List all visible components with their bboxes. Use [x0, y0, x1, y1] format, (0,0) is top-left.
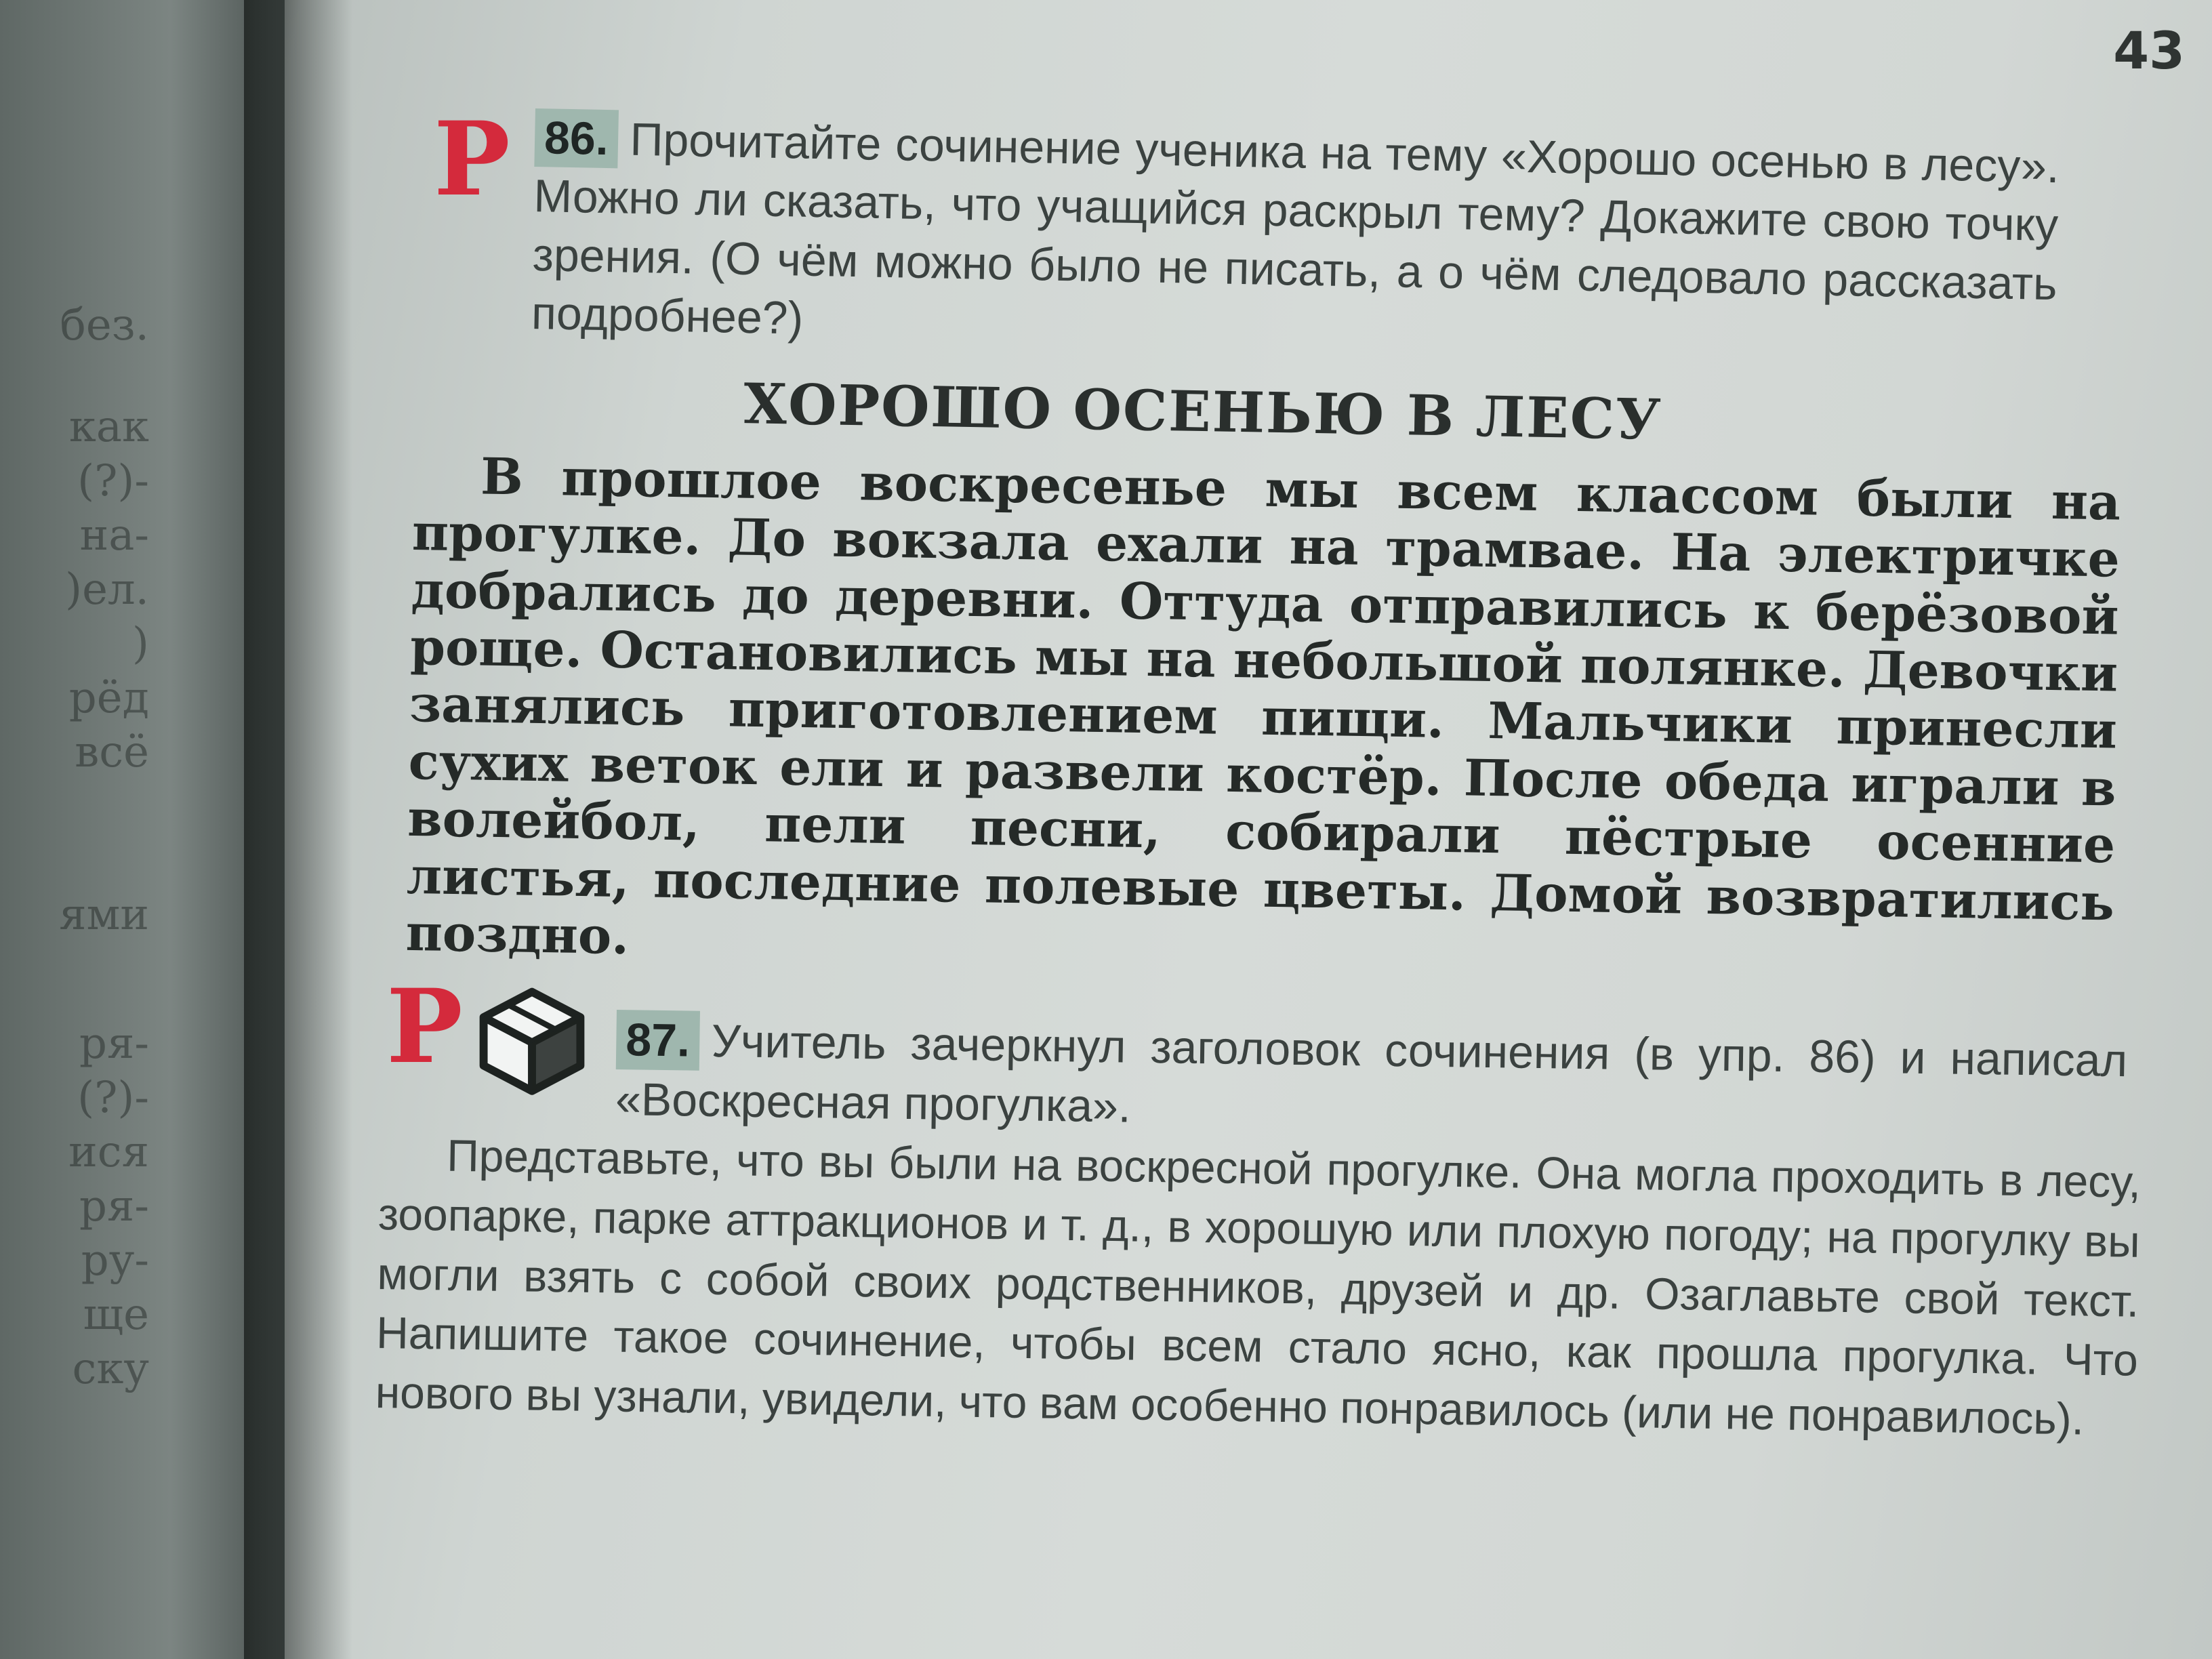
exercise-87-text: Учитель зачеркнул заголовок сочинения (в упр. 86) и написал «Воскресная прогулка».	[615, 1015, 2128, 1132]
left-page-edge	[0, 0, 285, 1659]
left-fragment: ря-	[79, 1019, 149, 1069]
left-fragment: )ел.	[65, 565, 149, 615]
left-fragment: ще	[83, 1290, 149, 1340]
exercise-87-instructions: Представьте, что вы были на воскресной прогулке. Она могла проходить в лесу, зоопарке, парке аттракционов и т. д., в хорошую или плохую погоду; на прогулку вы могли взять с собой своих родственников, друзей и др. Озаглавьте свой текст. Напишите такое сочинение, чтобы всем стало ясно, как прошла прогулка. Что нового вы узнали, увидели, что вам особенно понравилось (или не понравилось).	[375, 1130, 2142, 1444]
page-number: 43	[2113, 20, 2185, 81]
left-fragment: всё	[75, 727, 149, 777]
cube-icon	[474, 983, 590, 1098]
left-fragment: (?)-	[77, 1073, 149, 1123]
exercise-86-number: 86.	[534, 108, 618, 169]
left-fragment: рёд	[68, 673, 149, 723]
right-page	[352, 0, 2212, 1659]
left-fragment: без.	[60, 300, 149, 350]
left-fragment: ися	[68, 1127, 149, 1177]
left-fragment: ря-	[79, 1181, 149, 1231]
exercise-86-task	[531, 108, 2060, 372]
left-fragment: на-	[79, 510, 149, 560]
exercise-86-marker: Р	[434, 100, 510, 219]
left-fragment: как	[68, 402, 149, 452]
essay-text: В прошлое воскресенье мы всем классом были на прогулке. До вокзала ехали на трамвае. На электричке добрались до деревни. Оттуда отправились к берёзовой роще. Остановились мы на небольшой полянке. Девочки занялись приготовлением пищи. Мальчики принесли сухих веток ели и развели костёр. После обеда играли в волейбол, пели песни, собирали пёстрые осенние листья, последние полевые цветы. Домой возвратились поздно.	[405, 447, 2121, 966]
exercise-86-text: Прочитайте сочинение ученика на тему «Хорошо осенью в лесу». Можно ли сказать, что учащийся раскрыл тему? Докажите свою точку зрения. (О чём можно было не писать, а о чём следовало рассказать подробнее?)	[531, 113, 2060, 344]
book-gutter-shadow	[244, 0, 352, 1659]
essay-title: ХОРОШО ОСЕНЬЮ В ЛЕСУ	[743, 371, 1663, 453]
exercise-87-number: 87.	[616, 1010, 700, 1071]
left-fragment: ями	[59, 890, 149, 940]
left-page-text-fragments	[14, 41, 149, 1396]
left-fragment: ру-	[81, 1235, 149, 1286]
exercise-87-marker: Р	[386, 967, 463, 1086]
left-fragment: ску	[72, 1344, 149, 1394]
left-fragment: )	[132, 619, 149, 669]
left-fragment: (?)-	[77, 456, 149, 506]
exercise-87-task	[615, 1010, 2128, 1151]
